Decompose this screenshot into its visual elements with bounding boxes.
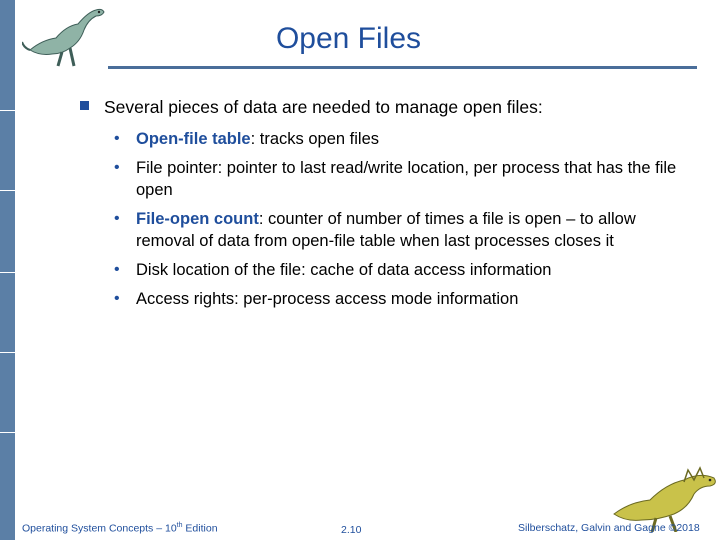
list-item: [80, 259, 680, 281]
footer-book-title: Operating System Concepts – 10th Edition: [22, 522, 218, 535]
square-bullet-icon: [80, 101, 89, 110]
bullet-text: : tracks open files: [250, 130, 379, 148]
title-underline: [108, 66, 697, 69]
page-number: 2.10: [341, 524, 362, 536]
slide-content: [80, 96, 680, 317]
bullet-term: Open-file table: [136, 130, 251, 148]
bullet-text: Access rights: per-process access mode information: [136, 290, 519, 308]
list-item: [80, 208, 680, 252]
bullet-text: File pointer: pointer to last read/write location, per process that has the file open: [136, 159, 677, 199]
bullet-dot-icon: •: [114, 159, 120, 176]
list-item: [80, 157, 680, 201]
bullet-dot-icon: •: [114, 261, 120, 278]
bullet-term: File-open count: [136, 210, 259, 228]
bullet-text: Disk location of the file: cache of data access information: [136, 261, 552, 279]
main-point: [80, 96, 680, 118]
bullet-dot-icon: •: [114, 290, 120, 307]
bullet-dot-icon: •: [114, 210, 120, 227]
list-item: [80, 128, 680, 150]
bullet-text: : counter of number of times a file is open – to allow removal of data from open-file table when last processes closes it: [136, 210, 636, 250]
sub-bullet-list: [80, 128, 680, 310]
footer-authors: Silberschatz, Galvin and Gagne ©2018: [518, 522, 700, 534]
left-sidebar-bar: [0, 0, 15, 540]
bullet-dot-icon: •: [114, 130, 120, 147]
list-item: [80, 288, 680, 310]
main-point-text: Several pieces of data are needed to manage open files:: [104, 97, 543, 117]
slide-title: Open Files: [275, 22, 422, 55]
